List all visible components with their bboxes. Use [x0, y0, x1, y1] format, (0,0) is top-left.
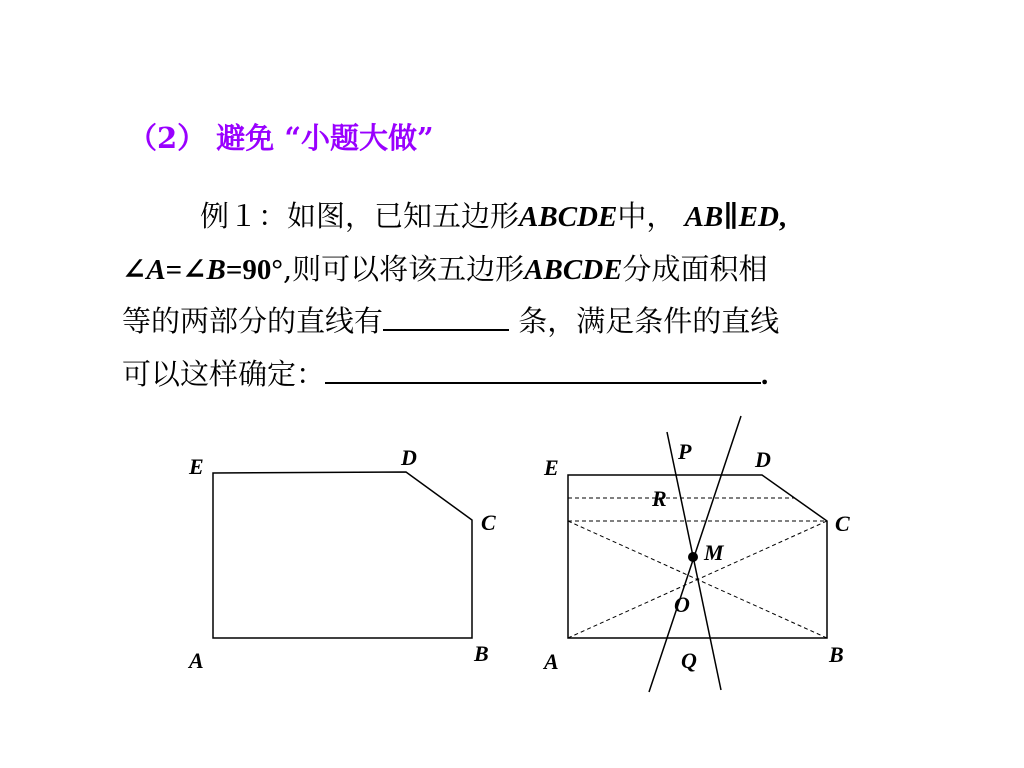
line2-eq2: =90° — [225, 253, 283, 286]
line2-angle-b: ∠ — [182, 253, 207, 286]
fig2-label-m: M — [704, 540, 724, 565]
line2-suffix: 分成面积相 — [622, 251, 768, 286]
pentagon-abcde-1 — [213, 472, 472, 638]
line2-b: B — [206, 253, 226, 286]
fig2-label-c: C — [835, 511, 850, 536]
line1-shape: ABCDE — [519, 201, 618, 233]
line2-mid: ,则可以将该五边形 — [282, 251, 525, 286]
fig2-label-o: O — [674, 592, 690, 617]
fig2-label-r: R — [652, 486, 667, 511]
point-m — [688, 552, 698, 562]
fig2-label-q: Q — [681, 648, 697, 673]
figure-2 — [542, 416, 850, 692]
line4-suffix: . — [761, 358, 769, 391]
line3-prefix: 等的两部分的直线有 — [122, 304, 384, 338]
line1-mid: 中， — [617, 199, 676, 233]
fig1-label-c: C — [481, 510, 496, 535]
line2-a: A — [146, 253, 166, 286]
line3-suffix: 条，满足条件的直线 — [509, 304, 780, 338]
fig1-label-a: A — [189, 648, 204, 673]
fig1-label-b: B — [474, 641, 489, 666]
line2-eq1: = — [165, 253, 183, 286]
fig2-label-a: A — [544, 649, 559, 674]
line1-comma: , — [778, 201, 787, 233]
fig2-label-d: D — [755, 447, 771, 472]
line1-prefix: 例１：如图，已知五边形 — [200, 199, 520, 233]
figure-1 — [187, 445, 496, 673]
fig1-label-d: D — [401, 445, 417, 470]
line1-ab: AB — [684, 201, 724, 233]
fig2-label-b: B — [829, 642, 844, 667]
fig2-label-e: E — [544, 455, 559, 480]
section-heading: （2） 避免 “小题大做” — [128, 121, 434, 155]
fig1-label-e: E — [189, 454, 204, 479]
line2-angle-a: ∠ — [122, 253, 147, 286]
line1-ed: ED — [738, 201, 779, 233]
fig2-label-p: P — [678, 439, 692, 464]
line2-shape: ABCDE — [524, 253, 623, 286]
line4-prefix: 可以这样确定： — [122, 356, 326, 391]
line1-parallel: ∥ — [723, 201, 739, 233]
